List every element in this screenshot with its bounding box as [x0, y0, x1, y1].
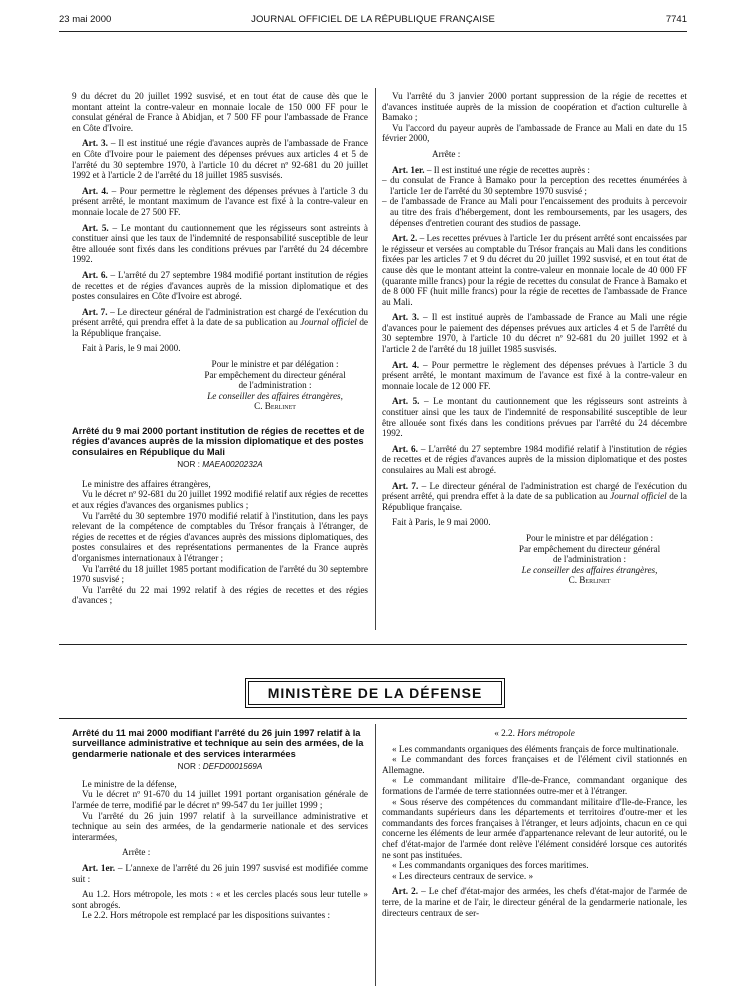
article-3: Art. 3. – Il est institué auprès de l'ambassade de France au Mali une régie d'avances pour le paiement des dépenses prévues aux articles 4 et 5 de l'arrêté du 30 septembre 1970, à l'article 10 du décret nº 92-681 du 20 juillet 1992 et à l'article 2 de l'arrêté du 18 juillet 1985 susvisés. [382, 312, 688, 355]
article-2: Art. 2. – Le chef d'état-major des armées, les chefs d'état-major de l'armée de terre, de la marine et de l'air, le directeur général de la gendarmerie nationale, les directeurs centraux de ser- [382, 886, 687, 918]
fait-a-paris: Fait à Paris, le 9 mai 2000. [392, 517, 491, 528]
article-4: Art. 4. – Pour permettre le règlement des dépenses prévues à l'article 3 du présent arrêté, le montant maximum de l'avance est fixé à la contre-valeur en monnaie locale de 12 000 FF. [382, 359, 687, 391]
left-column-bottom: Arrêté du 11 mai 2000 modifiant l'arrêté du 26 juin 1997 relatif à la surveillance administrative et technique au sein des armées, de la gendarmerie nationale et des services interarmées NOR : DEFD0001569A Le ministre de la défense, Vu le décret nº 91-670 du 14 juillet 1991 portant organisation générale de l'armée de terre, modifié par le décret nº 99-547 du 1er juillet 1999 ; Vu l'arrêté du 26 juin 1997 relatif à la surveillance administrative et technique au sein des armées, de la gendarmerie nationale et des services interarmées, Arrête : Art. 1er. – L'annexe de l'arrêté du 26 juin 1997 susvisé est modifiée comme suit : Au 1.2. Hors métropole, les mots : « et les cercles placés sous leur tutelle » sont abrogés. Le 2.2. Hors métropole est remplacé par les dispositions suivantes : [72, 728, 368, 921]
list-item: – du consulat de France à Bamako pour la perception des recettes énumérées à l'article 1er de l'arrêté du 30 septembre 1970 susvisé ; [382, 175, 687, 196]
header-date: 23 mai 2000 [59, 14, 112, 25]
header-title: JOURNAL OFFICIEL DE LA RÉPUBLIQUE FRANÇAISE [251, 14, 495, 25]
decree-mali-visas: Le ministre des affaires étrangères, Vu le décret nº 92-681 du 20 juillet 1992 modifié relatif aux régies de recettes et aux régies d'avances des organismes publics ; Vu l'arrêté du 30 septembre 1970 modifié relatif à l'institution, dans les pays relevant de la compétence de comptables du Trésor français à l'étranger, de régies de recettes et de régies d'avances auprès des missions diplomatiques, des postes consulaires et des représentations permanentes de la France auprès d'organismes internationaux à l'étranger ; Vu l'arrêté du 18 juillet 1985 portant modification de l'arrêté du 30 septembre 1970 susvisé ; Vu l'arrêté du 22 mai 1992 relatif à des régies de recettes et des régies d'avances ; [72, 478, 368, 606]
ministry-heading: MINISTÈRE DE LA DÉFENSE [245, 678, 505, 708]
article-7: Art. 7. – Le directeur général de l'administration est chargé de l'exécution du présent arrêté, qui prendra effet à la date de sa publication au Journal officiel de la République française. [382, 480, 687, 512]
page-header [59, 14, 687, 28]
fait-a-paris: Fait à Paris, le 9 mai 2000. [82, 343, 181, 354]
section-rule [59, 718, 687, 719]
signature-block: Pour le ministre et par délégation : Par empêchement du directeur général de l'administration : Le conseiller des affaires étrangères, C. Berlinet [518, 532, 661, 586]
signature-block: Pour le ministre et par délégation : Par empêchement du directeur général de l'administration : Le conseiller des affaires étrangères, C. Berlinet [204, 359, 346, 412]
nor-reference: NOR : MAEA0020232A [177, 460, 263, 470]
decree-defense-visas: Le ministre de la défense, Vu le décret nº 91-670 du 14 juillet 1991 portant organisation générale de l'armée de terre, modifié par le décret nº 99-547 du 1er juillet 1999 ; Vu l'arrêté du 26 juin 1997 relatif à la surveillance administrative et technique au sein des armées, de la gendarmerie nationale et des services interarmées, [72, 778, 368, 842]
arrete-label: Arrête : [432, 148, 461, 159]
article-3: Art. 3. – Il est institué une régie d'avances auprès de l'ambassade de France en Côte d'Ivoire pour le paiement des dépenses prévues aux articles 4 et 5 de l'arrêté du 30 septembre 1970, à l'article 10 du décret nº 92-681 du 20 juillet 1992 et à l'article 2 de l'arrêté du 18 juillet 1985 susvisés. [72, 138, 368, 181]
article-2: Art. 2. – Les recettes prévues à l'article 1er du présent arrêté sont encaissées par le régisseur et versées au comptable du Trésor français au Mali dans les conditions fixées par les articles 7 et 9 du décret du 20 juillet 1992 susvisé, et en tout état de cause dès que le montant atteint la contre-valeur en monnaie locale de 40 000 FF (quarante mille francs) pour la régie de recettes du consulat de France à Bamako et de 8 000 FF (huit mille francs) pour la régie de recettes de l'ambassade de France au Mali. [382, 233, 687, 307]
page-number: 7741 [665, 14, 687, 25]
decree-mali-title: Arrêté du 9 mai 2000 portant institution de régies de recettes et de régies d'avances auprès de la mission diplomatique et des postes consulaires en République du Mali NOR : MAEA0020232A [72, 426, 368, 471]
decree-defense-title: Arrêté du 11 mai 2000 modifiant l'arrêté du 26 juin 1997 relatif à la surveillance administrative et technique au sein des armées, de la gendarmerie nationale et des services interarmées [72, 728, 364, 759]
column-divider-top [375, 88, 376, 630]
list-item: – de l'ambassade de France au Mali pour l'encaissement des produits à percevoir au titre des frais d'hébergement, dont les remboursements, par les usagers, des dépenses d'entretien courant des studios de passage. [382, 196, 687, 228]
article-5: Art. 5. – Le montant du cautionnement que les régisseurs sont astreints à constituer ainsi que les taux de l'indemnité de responsabilité susceptible de leur être allouée sont fixés dans les conditions prévues par l'arrêté du 24 décembre 1992. [72, 222, 369, 265]
article-7: Art. 7. – Le directeur général de l'administration est chargé de l'exécution du présent arrêté, qui prendra effet à la date de sa publication au Journal officiel de la République française. [72, 306, 368, 338]
right-column-bottom: « 2.2. Hors métropole « Les commandants organiques des éléments français de force multinationale. « Le commandant des forces françaises et de l'élément civil stationnés en Allemagne. « Le commandant militaire d'Ile-de-France, commandant organique des formations de l'armée de terre stationnées outre-mer et à l'étranger. « Sous réserve des compétences du commandant militaire d'Ile-de-France, les commandants supérieurs dans les départements et territoires d'outre-mer et les commandants des forces françaises à l'étranger, et leurs adjoints, chacun en ce qui concerne les éléments de leur armée d'appartenance relevant de leur autorité, ou le chef d'état-major de l'armée dont relève l'élément considéré lorsque ces autorités ne sont pas instituées. « Les commandants organiques des forces maritimes. « Les directeurs centraux de service. » Art. 2. – Le chef d'état-major des armées, les chefs d'état-major de l'armée de terre, de la marine et de l'air, le directeur général de la gendarmerie nationale, les directeurs centraux de ser- [382, 728, 687, 918]
article-4: Art. 4. – Pour permettre le règlement des dépenses prévues à l'article 3 du présent arrêté, le montant maximum de l'avance est fixé à la contre-valeur en monnaie locale de 27 500 FF. [72, 185, 368, 217]
article-6: Art. 6. – L'arrêté du 27 septembre 1984 modifié relatif à l'institution de régies de recettes et de régies d'avances auprès de la mission diplomatique et des postes consulaires au Mali est abrogé. [382, 443, 687, 475]
right-column-top: Vu l'arrêté du 3 janvier 2000 portant suppression de la régie de recettes et d'avances instituée auprès de la mission de coopération et d'action culturelle à Bamako ; Vu l'accord du payeur auprès de l'ambassade de France au Mali en date du 15 février 2000, Arrête : Art. 1er. – Il est institué une régie de recettes auprès : – du consulat de France à Bamako pour la perception des recettes énumérées à l'article 1er de l'arrêté du 30 septembre 1970 susvisé ; – de l'ambassade de France au Mali pour l'encaissement des produits à percevoir au titre des frais d'hébergement, dont les remboursements, par les usagers, des dépenses d'entretien courant des studios de passage. Art. 2. – Les recettes prévues à l'article 1er du présent arrêté sont encaissées par le régisseur et versées au comptable du Trésor français au Mali dans les conditions fixées par les articles 7 et 9 du décret du 20 juillet 1992 susvisé, et en tout état de cause dès que le montant atteint la contre-valeur en monnaie locale de 40 000 FF (quarante mille francs) pour la régie de recettes du consulat de France à Bamako et de 8 000 FF (huit mille francs) pour la régie de recettes de l'ambassade de France au Mali. Art. 3. – Il est institué auprès de l'ambassade de France au Mali une régie d'avances pour le paiement des dépenses prévues aux articles 4 et 5 de l'arrêté du 30 septembre 1970, à l'article 10 du décret nº 92-681 du 20 juillet 1992 et à l'article 2 de l'arrêté du 18 juillet 1985 susvisés. Art. 4. – Pour permettre le règlement des dépenses prévues à l'article 3 du présent arrêté, le montant maximum de l'avance est fixé à la contre-valeur en monnaie locale de 12 000 FF. Art. 5. – Le montant du cautionnement que les régisseurs sont astreints à constituer ainsi que les taux de l'indemnité de responsabilité susceptible de leur être allouée sont fixés dans les conditions prévues par l'arrêté du 24 décembre 1992. Art. 6. – L'arrêté du 27 septembre 1984 modifié relatif à l'institution de régies de recettes et de régies d'avances auprès de la mission diplomatique et des postes consulaires au Mali est abrogé. Art. 7. – Le directeur général de l'administration est chargé de l'exécution du présent arrêté, qui prendra effet à la date de sa publication au Journal officiel de la République française. Fait à Paris, le 9 mai 2000. Pour le ministre et par délégation : Par empêchement du directeur général de l'administration : Le conseiller des affaires étrangères, C. Berlinet [382, 91, 688, 586]
article-5: Art. 5. – Le montant du cautionnement que les régisseurs sont astreints à constituer ainsi que les taux de l'indemnité de responsabilité susceptible de leur être allouée sont fixés dans les conditions prévues par l'arrêté du 24 décembre 1992. [382, 396, 688, 439]
section-heading: « 2.2. Hors métropole [494, 728, 575, 738]
left-column-top [72, 91, 368, 606]
paragraph: 9 du décret du 20 juillet 1992 susvisé, et en tout état de cause dès que le montant atteint la contre-valeur en monnaie locale de 150 000 FF pour le consulat général de France à Abidjan, et 7 500 FF pour l'ambassade de France en Côte d'Ivoire. [72, 91, 368, 133]
article-1: Art. 1er. – Il est institué une régie de recettes auprès : [392, 164, 590, 175]
nor-reference: NOR : DEFD0001569A [177, 762, 263, 772]
article-1: Art. 1er. – L'annexe de l'arrêté du 26 juin 1997 susvisé est modifiée comme suit : [72, 862, 368, 884]
column-divider-bottom [375, 724, 376, 986]
arrete-label: Arrête : [122, 847, 151, 858]
header-rule [59, 31, 687, 32]
article-6: Art. 6. – L'arrêté du 27 septembre 1984 modifié portant institution de régies de recettes et de régies d'avances auprès de la mission diplomatique et des postes consulaires en Côte d'Ivoire est abrogé. [72, 269, 368, 302]
section-rule [59, 644, 687, 645]
